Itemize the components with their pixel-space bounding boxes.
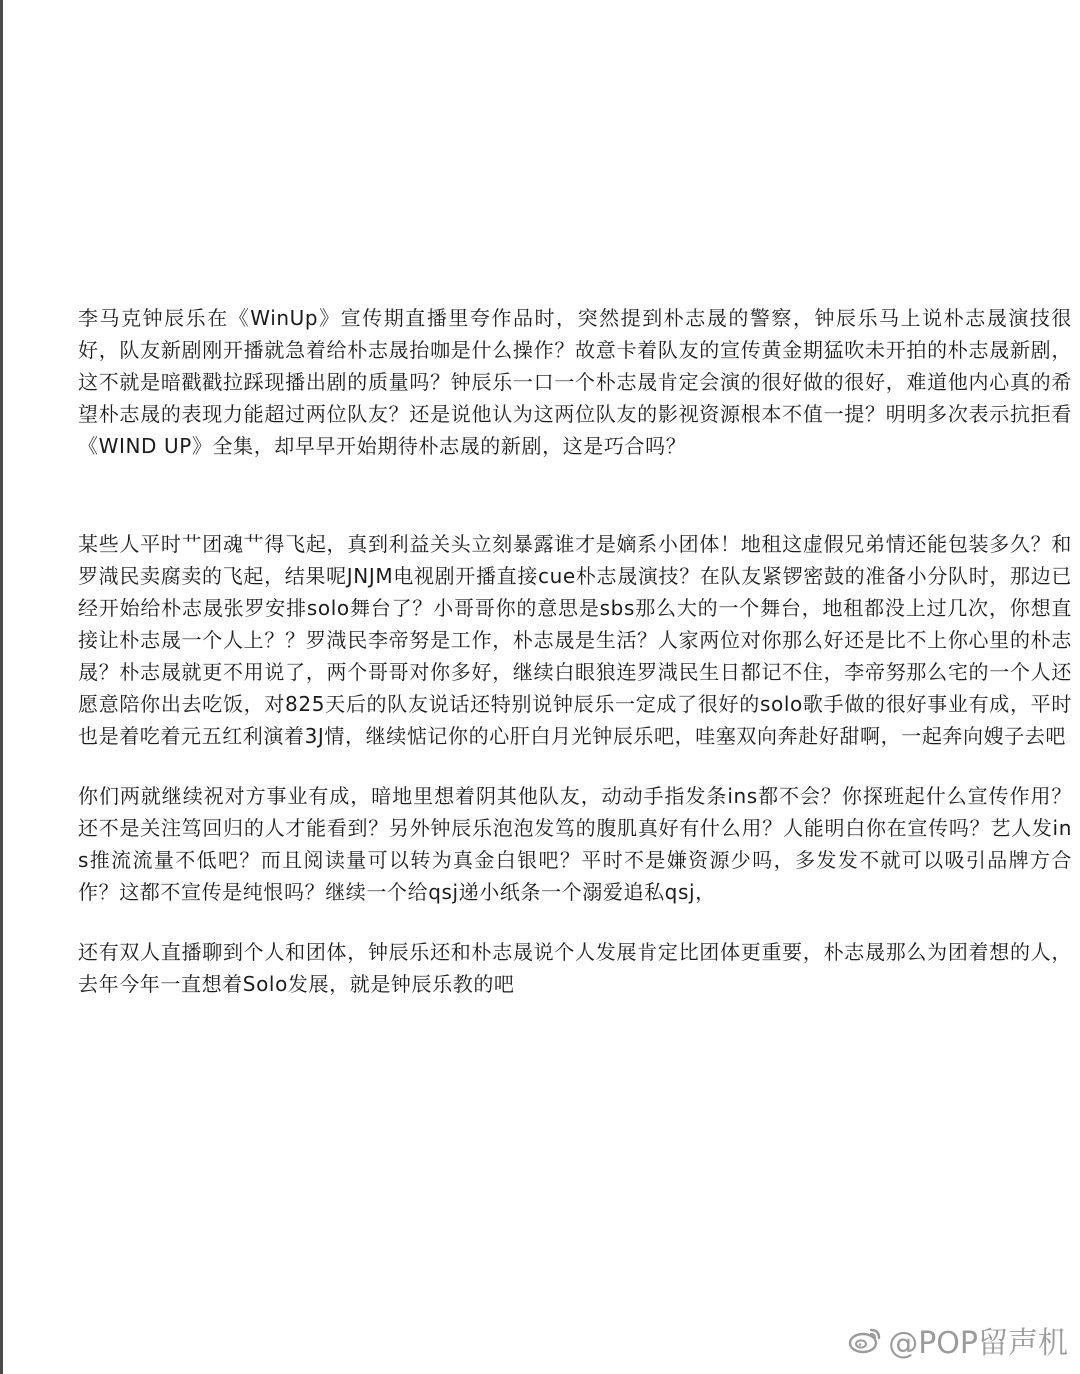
page-left-border <box>0 0 3 1374</box>
article-paragraph-2: 某些人平时艹团魂艹得飞起，真到利益关头立刻暴露谁才是嫡系小团体！地租这虚假兄弟情还能包装多久？和罗渽民卖腐卖的飞起，结果呢JNJM电视剧开播直接cue朴志晟演技？在队友紧锣密鼓的准备小分队时，那边已经开始给朴志晟张罗安排solo舞台了？小哥哥你的意思是sbs那么大的一个舞台，地租都没上过几次，你想直接让朴志晟一个人上？？罗渽民李帝努是工作，朴志晟是生活？人家两位对你那么好还是比不上你心里的朴志晟？朴志晟就更不用说了，两个哥哥对你多好，继续白眼狼连罗渽民生日都记不住，李帝努那么宅的一个人还愿意陪你出去吃饭，对825天后的队友说话还特别说钟辰乐一定成了很好的solo歌手做的很好事业有成，平时也是着吃着元五红利演着3J情，继续惦记你的心肝白月光钟辰乐吧，哇塞双向奔赴好甜啊，一起奔向嫂子去吧 <box>78 532 1072 748</box>
weibo-icon <box>848 1326 882 1354</box>
article-paragraph-3: 你们两就继续祝对方事业有成，暗地里想着阴其他队友，动动手指发条ins都不会？你探班起什么宣传作用？还不是关注笃回归的人才能看到？另外钟辰乐泡泡发笃的腹肌真好有什么用？人能明白你在宣传吗？艺人发ins推流流量不低吧？而且阅读量可以转为真金白银吧？平时不是嫌资源少吗，多发发不就可以吸引品牌方合作？这都不宣传是纯恨吗？继续一个给qsj递小纸条一个溺爱追私qsj， <box>78 784 1072 904</box>
article-paragraph-4: 还有双人直播聊到个人和团体，钟辰乐还和朴志晟说个人发展肯定比团体更重要，朴志晟那么为团着想的人，去年今年一直想着Solo发展，就是钟辰乐教的吧 <box>78 940 1072 996</box>
watermark-text: @POP留声机 <box>888 1326 1068 1361</box>
article-paragraph-1: 李马克钟辰乐在《WinUp》宣传期直播里夸作品时，突然提到朴志晟的警察，钟辰乐马上说朴志晟演技很好，队友新剧刚开播就急着给朴志晟抬咖是什么操作？故意卡着队友的宣传黄金期猛吹未开拍的朴志晟新剧，这不就是暗戳戳拉踩现播出剧的质量吗？钟辰乐一口一个朴志晟肯定会演的很好做的很好，难道他内心真的希望朴志晟的表现力能超过两位队友？还是说他认为这两位队友的影视资源根本不值一提？明明多次表示抗拒看《WIND UP》全集，却早早开始期待朴志晟的新剧，这是巧合吗？ <box>78 306 1072 458</box>
article-body <box>78 302 1072 1000</box>
watermark <box>848 1318 1068 1362</box>
